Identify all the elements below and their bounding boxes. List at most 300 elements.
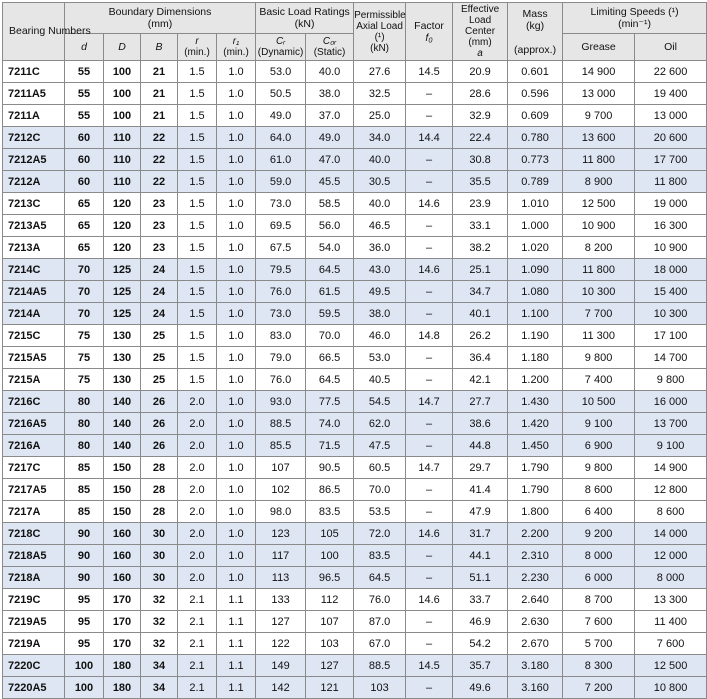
cell-speed-grease: 6 000	[563, 567, 635, 589]
cell-effective-load-center: 33.1	[453, 215, 508, 237]
cell-factor: –	[406, 281, 453, 303]
cell-effective-load-center: 26.2	[453, 325, 508, 347]
cell-cr: 50.5	[256, 83, 306, 105]
header-cr: Cᵣ (Dynamic)	[256, 34, 306, 61]
cell-speed-oil: 19 000	[635, 193, 707, 215]
cell-bearing-number: 7220A5	[3, 677, 65, 699]
cell-effective-load-center: 28.6	[453, 83, 508, 105]
cell-mass: 2.310	[508, 545, 563, 567]
cell-effective-load-center: 41.4	[453, 479, 508, 501]
cell-r: 1.5	[178, 171, 217, 193]
cell-c0r: 105	[306, 523, 354, 545]
cell-speed-oil: 10 300	[635, 303, 707, 325]
cell-speed-grease: 9 800	[563, 347, 635, 369]
cell-mass: 1.790	[508, 479, 563, 501]
cell-B: 22	[141, 171, 178, 193]
cell-d: 65	[65, 237, 104, 259]
table-row	[3, 105, 707, 127]
header-bearing-numbers: Bearing Numbers	[3, 3, 65, 61]
cell-D: 150	[104, 479, 141, 501]
cell-speed-grease: 10 300	[563, 281, 635, 303]
cell-r: 1.5	[178, 127, 217, 149]
cell-B: 32	[141, 589, 178, 611]
cell-bearing-number: 7217A	[3, 501, 65, 523]
header-boundary-dimensions: Boundary Dimensions (mm)	[65, 3, 256, 34]
cell-bearing-number: 7213A5	[3, 215, 65, 237]
cell-mass: 2.630	[508, 611, 563, 633]
cell-cr: 73.0	[256, 193, 306, 215]
cell-speed-grease: 7 200	[563, 677, 635, 699]
cell-factor: –	[406, 633, 453, 655]
cell-d: 90	[65, 523, 104, 545]
cell-mass: 0.789	[508, 171, 563, 193]
cell-speed-oil: 13 300	[635, 589, 707, 611]
cell-speed-oil: 10 900	[635, 237, 707, 259]
cell-d: 60	[65, 149, 104, 171]
cell-D: 125	[104, 259, 141, 281]
cell-permissible-axial-load: 87.0	[354, 611, 406, 633]
cell-r1: 1.0	[217, 413, 256, 435]
cell-d: 60	[65, 127, 104, 149]
cell-factor: –	[406, 215, 453, 237]
cell-speed-grease: 6 900	[563, 435, 635, 457]
cell-permissible-axial-load: 34.0	[354, 127, 406, 149]
cell-cr: 123	[256, 523, 306, 545]
cell-r: 1.5	[178, 325, 217, 347]
table-row	[3, 677, 707, 699]
cell-mass: 1.190	[508, 325, 563, 347]
cell-r1: 1.0	[217, 567, 256, 589]
cell-d: 75	[65, 325, 104, 347]
header-grease: Grease	[563, 34, 635, 61]
cell-r: 1.5	[178, 193, 217, 215]
cell-speed-grease: 8 700	[563, 589, 635, 611]
cell-permissible-axial-load: 43.0	[354, 259, 406, 281]
cell-cr: 113	[256, 567, 306, 589]
cell-speed-oil: 12 800	[635, 479, 707, 501]
cell-bearing-number: 7219A5	[3, 611, 65, 633]
table-row	[3, 413, 707, 435]
cell-r1: 1.1	[217, 633, 256, 655]
cell-effective-load-center: 35.5	[453, 171, 508, 193]
cell-d: 100	[65, 677, 104, 699]
cell-d: 85	[65, 501, 104, 523]
cell-r: 2.0	[178, 435, 217, 457]
cell-r: 1.5	[178, 237, 217, 259]
cell-factor: 14.5	[406, 655, 453, 677]
cell-D: 120	[104, 237, 141, 259]
bearing-spec-table	[2, 2, 707, 699]
cell-permissible-axial-load: 54.5	[354, 391, 406, 413]
cell-r1: 1.0	[217, 391, 256, 413]
cell-B: 25	[141, 325, 178, 347]
cell-effective-load-center: 36.4	[453, 347, 508, 369]
table-row	[3, 193, 707, 215]
table-row	[3, 61, 707, 83]
cell-c0r: 40.0	[306, 61, 354, 83]
cell-B: 24	[141, 281, 178, 303]
cell-d: 80	[65, 435, 104, 457]
header-oil: Oil	[635, 34, 707, 61]
cell-D: 170	[104, 633, 141, 655]
cell-cr: 122	[256, 633, 306, 655]
header-effective-load-center: Effective Load Center (mm) a	[453, 3, 508, 61]
cell-factor: –	[406, 413, 453, 435]
cell-cr: 107	[256, 457, 306, 479]
cell-mass: 1.800	[508, 501, 563, 523]
cell-r1: 1.0	[217, 105, 256, 127]
cell-effective-load-center: 40.1	[453, 303, 508, 325]
cell-speed-grease: 11 300	[563, 325, 635, 347]
cell-D: 110	[104, 127, 141, 149]
cell-mass: 1.790	[508, 457, 563, 479]
cell-cr: 49.0	[256, 105, 306, 127]
table-header	[3, 3, 707, 61]
cell-r: 2.0	[178, 523, 217, 545]
cell-d: 75	[65, 347, 104, 369]
cell-B: 34	[141, 655, 178, 677]
cell-r: 2.0	[178, 391, 217, 413]
cell-permissible-axial-load: 47.5	[354, 435, 406, 457]
cell-speed-grease: 13 600	[563, 127, 635, 149]
table-row	[3, 237, 707, 259]
cell-c0r: 121	[306, 677, 354, 699]
cell-r: 2.1	[178, 589, 217, 611]
cell-r: 2.1	[178, 611, 217, 633]
cell-bearing-number: 7213A	[3, 237, 65, 259]
cell-permissible-axial-load: 46.5	[354, 215, 406, 237]
cell-factor: 14.6	[406, 589, 453, 611]
table-row	[3, 303, 707, 325]
header-r1: r₁ (min.)	[217, 34, 256, 61]
cell-B: 34	[141, 677, 178, 699]
cell-mass: 3.160	[508, 677, 563, 699]
cell-D: 110	[104, 171, 141, 193]
cell-c0r: 90.5	[306, 457, 354, 479]
cell-r: 1.5	[178, 369, 217, 391]
table-row	[3, 457, 707, 479]
cell-speed-oil: 9 100	[635, 435, 707, 457]
cell-permissible-axial-load: 38.0	[354, 303, 406, 325]
cell-factor: –	[406, 435, 453, 457]
cell-cr: 117	[256, 545, 306, 567]
header-D: D	[104, 34, 141, 61]
cell-speed-oil: 17 100	[635, 325, 707, 347]
cell-permissible-axial-load: 88.5	[354, 655, 406, 677]
cell-bearing-number: 7215A5	[3, 347, 65, 369]
cell-d: 85	[65, 457, 104, 479]
table-row	[3, 171, 707, 193]
cell-r1: 1.0	[217, 479, 256, 501]
header-factor: Factor f₀	[406, 3, 453, 61]
cell-r1: 1.0	[217, 501, 256, 523]
cell-permissible-axial-load: 30.5	[354, 171, 406, 193]
cell-bearing-number: 7218A5	[3, 545, 65, 567]
cell-c0r: 58.5	[306, 193, 354, 215]
cell-r1: 1.0	[217, 193, 256, 215]
cell-speed-grease: 6 400	[563, 501, 635, 523]
cell-d: 70	[65, 303, 104, 325]
cell-c0r: 86.5	[306, 479, 354, 501]
cell-permissible-axial-load: 36.0	[354, 237, 406, 259]
cell-cr: 59.0	[256, 171, 306, 193]
cell-permissible-axial-load: 40.0	[354, 149, 406, 171]
cell-speed-grease: 10 500	[563, 391, 635, 413]
cell-speed-grease: 9 200	[563, 523, 635, 545]
cell-cr: 127	[256, 611, 306, 633]
header-B: B	[141, 34, 178, 61]
cell-effective-load-center: 31.7	[453, 523, 508, 545]
cell-factor: –	[406, 479, 453, 501]
cell-speed-grease: 9 100	[563, 413, 635, 435]
cell-r1: 1.0	[217, 171, 256, 193]
cell-D: 130	[104, 347, 141, 369]
cell-cr: 69.5	[256, 215, 306, 237]
cell-D: 180	[104, 655, 141, 677]
cell-r1: 1.0	[217, 325, 256, 347]
cell-d: 95	[65, 611, 104, 633]
table-row	[3, 369, 707, 391]
cell-speed-oil: 7 600	[635, 633, 707, 655]
cell-factor: –	[406, 611, 453, 633]
table-row	[3, 347, 707, 369]
cell-speed-oil: 14 900	[635, 457, 707, 479]
cell-r: 2.1	[178, 633, 217, 655]
cell-bearing-number: 7220C	[3, 655, 65, 677]
cell-c0r: 112	[306, 589, 354, 611]
cell-D: 100	[104, 61, 141, 83]
cell-B: 30	[141, 545, 178, 567]
cell-r1: 1.0	[217, 545, 256, 567]
table-row	[3, 281, 707, 303]
cell-B: 24	[141, 259, 178, 281]
cell-r1: 1.0	[217, 435, 256, 457]
cell-permissible-axial-load: 25.0	[354, 105, 406, 127]
cell-r1: 1.0	[217, 83, 256, 105]
cell-d: 70	[65, 281, 104, 303]
cell-r1: 1.0	[217, 149, 256, 171]
cell-d: 55	[65, 105, 104, 127]
cell-mass: 1.450	[508, 435, 563, 457]
cell-effective-load-center: 33.7	[453, 589, 508, 611]
cell-factor: 14.6	[406, 193, 453, 215]
cell-d: 100	[65, 655, 104, 677]
table-row	[3, 589, 707, 611]
cell-factor: 14.5	[406, 61, 453, 83]
cell-r: 2.1	[178, 677, 217, 699]
cell-speed-grease: 14 900	[563, 61, 635, 83]
cell-speed-oil: 13 000	[635, 105, 707, 127]
cell-bearing-number: 7215A	[3, 369, 65, 391]
cell-permissible-axial-load: 32.5	[354, 83, 406, 105]
cell-permissible-axial-load: 27.6	[354, 61, 406, 83]
cell-D: 140	[104, 413, 141, 435]
cell-r: 2.0	[178, 479, 217, 501]
cell-effective-load-center: 46.9	[453, 611, 508, 633]
cell-cr: 85.5	[256, 435, 306, 457]
cell-effective-load-center: 25.1	[453, 259, 508, 281]
cell-cr: 88.5	[256, 413, 306, 435]
cell-effective-load-center: 54.2	[453, 633, 508, 655]
cell-d: 75	[65, 369, 104, 391]
cell-cr: 76.0	[256, 281, 306, 303]
cell-effective-load-center: 22.4	[453, 127, 508, 149]
cell-factor: –	[406, 105, 453, 127]
header-r: r (min.)	[178, 34, 217, 61]
cell-D: 125	[104, 281, 141, 303]
cell-cr: 76.0	[256, 369, 306, 391]
cell-B: 22	[141, 149, 178, 171]
cell-c0r: 70.0	[306, 325, 354, 347]
cell-r1: 1.0	[217, 61, 256, 83]
cell-permissible-axial-load: 40.0	[354, 193, 406, 215]
cell-cr: 64.0	[256, 127, 306, 149]
cell-effective-load-center: 47.9	[453, 501, 508, 523]
cell-speed-oil: 8 600	[635, 501, 707, 523]
cell-mass: 1.080	[508, 281, 563, 303]
cell-factor: –	[406, 677, 453, 699]
cell-r: 1.5	[178, 215, 217, 237]
cell-c0r: 83.5	[306, 501, 354, 523]
cell-B: 25	[141, 369, 178, 391]
cell-bearing-number: 7218A	[3, 567, 65, 589]
cell-cr: 79.5	[256, 259, 306, 281]
cell-c0r: 38.0	[306, 83, 354, 105]
cell-effective-load-center: 49.6	[453, 677, 508, 699]
table-row	[3, 391, 707, 413]
table-row	[3, 325, 707, 347]
cell-c0r: 96.5	[306, 567, 354, 589]
cell-factor: 14.7	[406, 457, 453, 479]
cell-speed-grease: 7 600	[563, 611, 635, 633]
cell-mass: 0.596	[508, 83, 563, 105]
cell-c0r: 66.5	[306, 347, 354, 369]
cell-c0r: 103	[306, 633, 354, 655]
cell-B: 30	[141, 567, 178, 589]
cell-factor: –	[406, 237, 453, 259]
cell-r1: 1.0	[217, 303, 256, 325]
cell-D: 160	[104, 523, 141, 545]
cell-mass: 1.200	[508, 369, 563, 391]
cell-mass: 1.090	[508, 259, 563, 281]
cell-speed-oil: 16 300	[635, 215, 707, 237]
cell-effective-load-center: 42.1	[453, 369, 508, 391]
cell-d: 90	[65, 567, 104, 589]
table-row	[3, 149, 707, 171]
cell-effective-load-center: 20.9	[453, 61, 508, 83]
cell-factor: –	[406, 545, 453, 567]
cell-speed-oil: 12 000	[635, 545, 707, 567]
cell-bearing-number: 7215C	[3, 325, 65, 347]
cell-D: 120	[104, 193, 141, 215]
cell-r1: 1.1	[217, 655, 256, 677]
cell-B: 21	[141, 105, 178, 127]
cell-mass: 3.180	[508, 655, 563, 677]
cell-mass: 0.601	[508, 61, 563, 83]
cell-c0r: 61.5	[306, 281, 354, 303]
header-basic-load-ratings: Basic Load Ratings (kN)	[256, 3, 354, 34]
cell-speed-oil: 17 700	[635, 149, 707, 171]
cell-r1: 1.0	[217, 259, 256, 281]
cell-speed-oil: 14 000	[635, 523, 707, 545]
cell-r1: 1.0	[217, 457, 256, 479]
header-c0r: C₀ᵣ (Static)	[306, 34, 354, 61]
cell-speed-oil: 10 800	[635, 677, 707, 699]
cell-c0r: 49.0	[306, 127, 354, 149]
header-limiting-speeds: Limiting Speeds (¹) (min⁻¹)	[563, 3, 707, 34]
cell-c0r: 77.5	[306, 391, 354, 413]
table-row	[3, 479, 707, 501]
cell-c0r: 100	[306, 545, 354, 567]
table-row	[3, 523, 707, 545]
cell-speed-oil: 14 700	[635, 347, 707, 369]
cell-factor: 14.6	[406, 523, 453, 545]
table-row	[3, 215, 707, 237]
cell-r: 2.0	[178, 545, 217, 567]
cell-bearing-number: 7211A	[3, 105, 65, 127]
cell-c0r: 37.0	[306, 105, 354, 127]
cell-cr: 83.0	[256, 325, 306, 347]
cell-factor: –	[406, 149, 453, 171]
cell-B: 21	[141, 83, 178, 105]
cell-factor: –	[406, 83, 453, 105]
cell-D: 150	[104, 457, 141, 479]
cell-r: 2.0	[178, 413, 217, 435]
cell-c0r: 56.0	[306, 215, 354, 237]
table-row	[3, 655, 707, 677]
cell-d: 60	[65, 171, 104, 193]
cell-permissible-axial-load: 49.5	[354, 281, 406, 303]
cell-effective-load-center: 29.7	[453, 457, 508, 479]
cell-mass: 1.000	[508, 215, 563, 237]
cell-effective-load-center: 35.7	[453, 655, 508, 677]
cell-speed-oil: 20 600	[635, 127, 707, 149]
cell-speed-grease: 8 600	[563, 479, 635, 501]
cell-c0r: 127	[306, 655, 354, 677]
cell-cr: 142	[256, 677, 306, 699]
cell-d: 80	[65, 413, 104, 435]
cell-d: 95	[65, 589, 104, 611]
cell-speed-grease: 13 000	[563, 83, 635, 105]
cell-D: 140	[104, 391, 141, 413]
cell-B: 22	[141, 127, 178, 149]
cell-mass: 1.010	[508, 193, 563, 215]
cell-D: 130	[104, 369, 141, 391]
cell-r1: 1.0	[217, 369, 256, 391]
cell-d: 65	[65, 193, 104, 215]
cell-cr: 53.0	[256, 61, 306, 83]
cell-speed-grease: 5 700	[563, 633, 635, 655]
cell-bearing-number: 7216A	[3, 435, 65, 457]
cell-mass: 1.100	[508, 303, 563, 325]
cell-speed-oil: 9 800	[635, 369, 707, 391]
cell-bearing-number: 7211C	[3, 61, 65, 83]
cell-D: 140	[104, 435, 141, 457]
table-row	[3, 435, 707, 457]
cell-bearing-number: 7219C	[3, 589, 65, 611]
cell-mass: 1.020	[508, 237, 563, 259]
cell-speed-oil: 22 600	[635, 61, 707, 83]
cell-c0r: 64.5	[306, 259, 354, 281]
cell-r1: 1.0	[217, 347, 256, 369]
cell-speed-oil: 19 400	[635, 83, 707, 105]
cell-cr: 93.0	[256, 391, 306, 413]
cell-permissible-axial-load: 46.0	[354, 325, 406, 347]
cell-d: 95	[65, 633, 104, 655]
cell-cr: 79.0	[256, 347, 306, 369]
cell-r1: 1.1	[217, 589, 256, 611]
table-row	[3, 259, 707, 281]
